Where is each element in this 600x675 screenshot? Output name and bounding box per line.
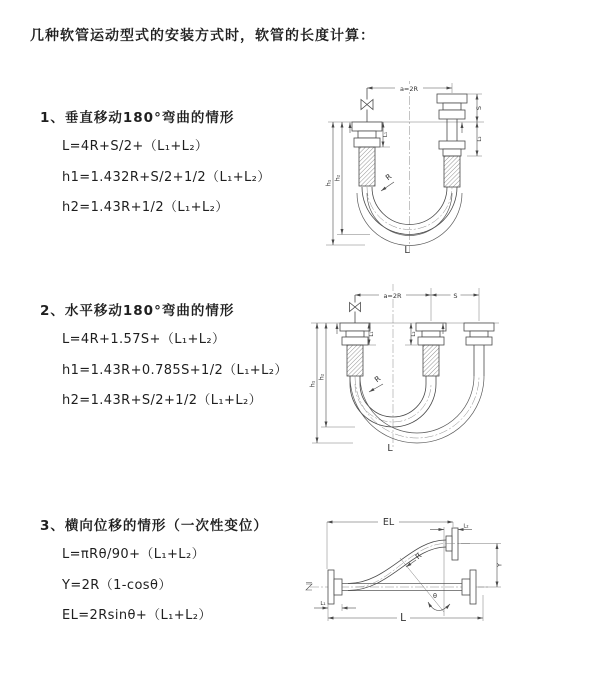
formula-y: Y=2R（1-cosθ） [62, 577, 172, 593]
dim-a-label: a=2R [383, 291, 402, 300]
dim-l2-label: L₂ [477, 136, 483, 142]
dim-s [467, 94, 483, 122]
dim-l2 [467, 122, 483, 156]
valve-icon [361, 88, 373, 122]
dim-a-label: a=2R [399, 84, 419, 93]
dim-a [367, 83, 452, 93]
dim-el-label: EL [382, 517, 395, 528]
diagram-vertical-180-bend [310, 75, 600, 260]
dim-h2-label: h₂ [333, 174, 342, 182]
middle-fitting [416, 323, 446, 384]
section-2-heading: 2、水平移动180°弯曲的情形 [40, 303, 235, 319]
formula-length: L=πRθ/90+（L₁+L₂） [62, 547, 205, 562]
right-fitting [437, 94, 467, 187]
left-fitting [352, 122, 382, 186]
dim-l2 [405, 323, 417, 345]
dim-s [431, 291, 479, 300]
braid-section [423, 345, 439, 376]
hose-s-curve [348, 540, 446, 591]
angle-label: θ [433, 592, 437, 600]
section-lateral-displacement [40, 514, 268, 635]
section-horizontal-bend [40, 299, 288, 420]
page-title: 几种软管运动型式的安装方式时，软管的长度计算： [30, 28, 375, 44]
formula-el: EL=2Rsinθ+（L₁+L₂） [62, 608, 212, 623]
dim-s-label: S [475, 105, 483, 111]
braid-section [359, 147, 375, 186]
radius-label: R [413, 550, 424, 562]
dim-l1-label: L₁ [369, 331, 375, 337]
dim-l1-label: L₁ [383, 131, 389, 138]
diagram-horizontal-180-bend [303, 280, 600, 455]
section-1-heading: 1、垂直移动180°弯曲的情形 [40, 110, 235, 126]
radius-leader [369, 374, 383, 392]
dim-l2-label: L₂ [463, 523, 469, 530]
section-3-heading: 3、横向位移的情形（一次性变位） [40, 518, 268, 534]
formula-h2: h2=1.43R+S/2+1/2（L₁+L₂） [62, 393, 262, 408]
formula-h1: h1=1.43R+0.785S+1/2（L₁+L₂） [62, 362, 288, 378]
hose-u-bend-position2 [350, 373, 484, 443]
dim-l-label: L [400, 612, 406, 624]
diagram-lateral-displacement [298, 500, 600, 642]
right-flange [462, 570, 476, 604]
radius-label: R [383, 171, 394, 183]
dim-h1-label: h₁ [308, 380, 317, 388]
dim-l2-label: L₂ [411, 331, 417, 337]
upper-flange [446, 528, 470, 560]
left-flange [328, 570, 342, 604]
dim-y-label: Y [495, 563, 504, 567]
braid-section [347, 345, 363, 376]
dim-h1-label: h₁ [324, 179, 333, 187]
braid-section [444, 156, 460, 187]
dim-l1 [314, 601, 356, 611]
formula-h2: h2=1.43R+1/2（L₁+L₂） [62, 200, 229, 215]
formula-length: L=4R+1.57S+（L₁+L₂） [62, 332, 226, 347]
length-label: L [404, 245, 410, 256]
dim-l [328, 595, 483, 624]
length-label: L [387, 443, 393, 454]
centerline-mark [306, 583, 312, 591]
formula-h1: h1=1.432R+S/2+1/2（L₁+L₂） [62, 169, 271, 185]
dim-h2-label: h₂ [317, 373, 326, 381]
left-fitting [340, 323, 370, 384]
radius-leader [381, 172, 394, 191]
right-fitting [464, 323, 494, 376]
dim-l1-label: L₁ [320, 601, 326, 607]
section-vertical-bend [40, 106, 271, 227]
valve-icon [350, 295, 361, 323]
radius-label: R [372, 373, 383, 385]
dim-s-label: S [453, 291, 458, 300]
formula-length: L=4R+S/2+（L₁+L₂） [62, 139, 209, 154]
